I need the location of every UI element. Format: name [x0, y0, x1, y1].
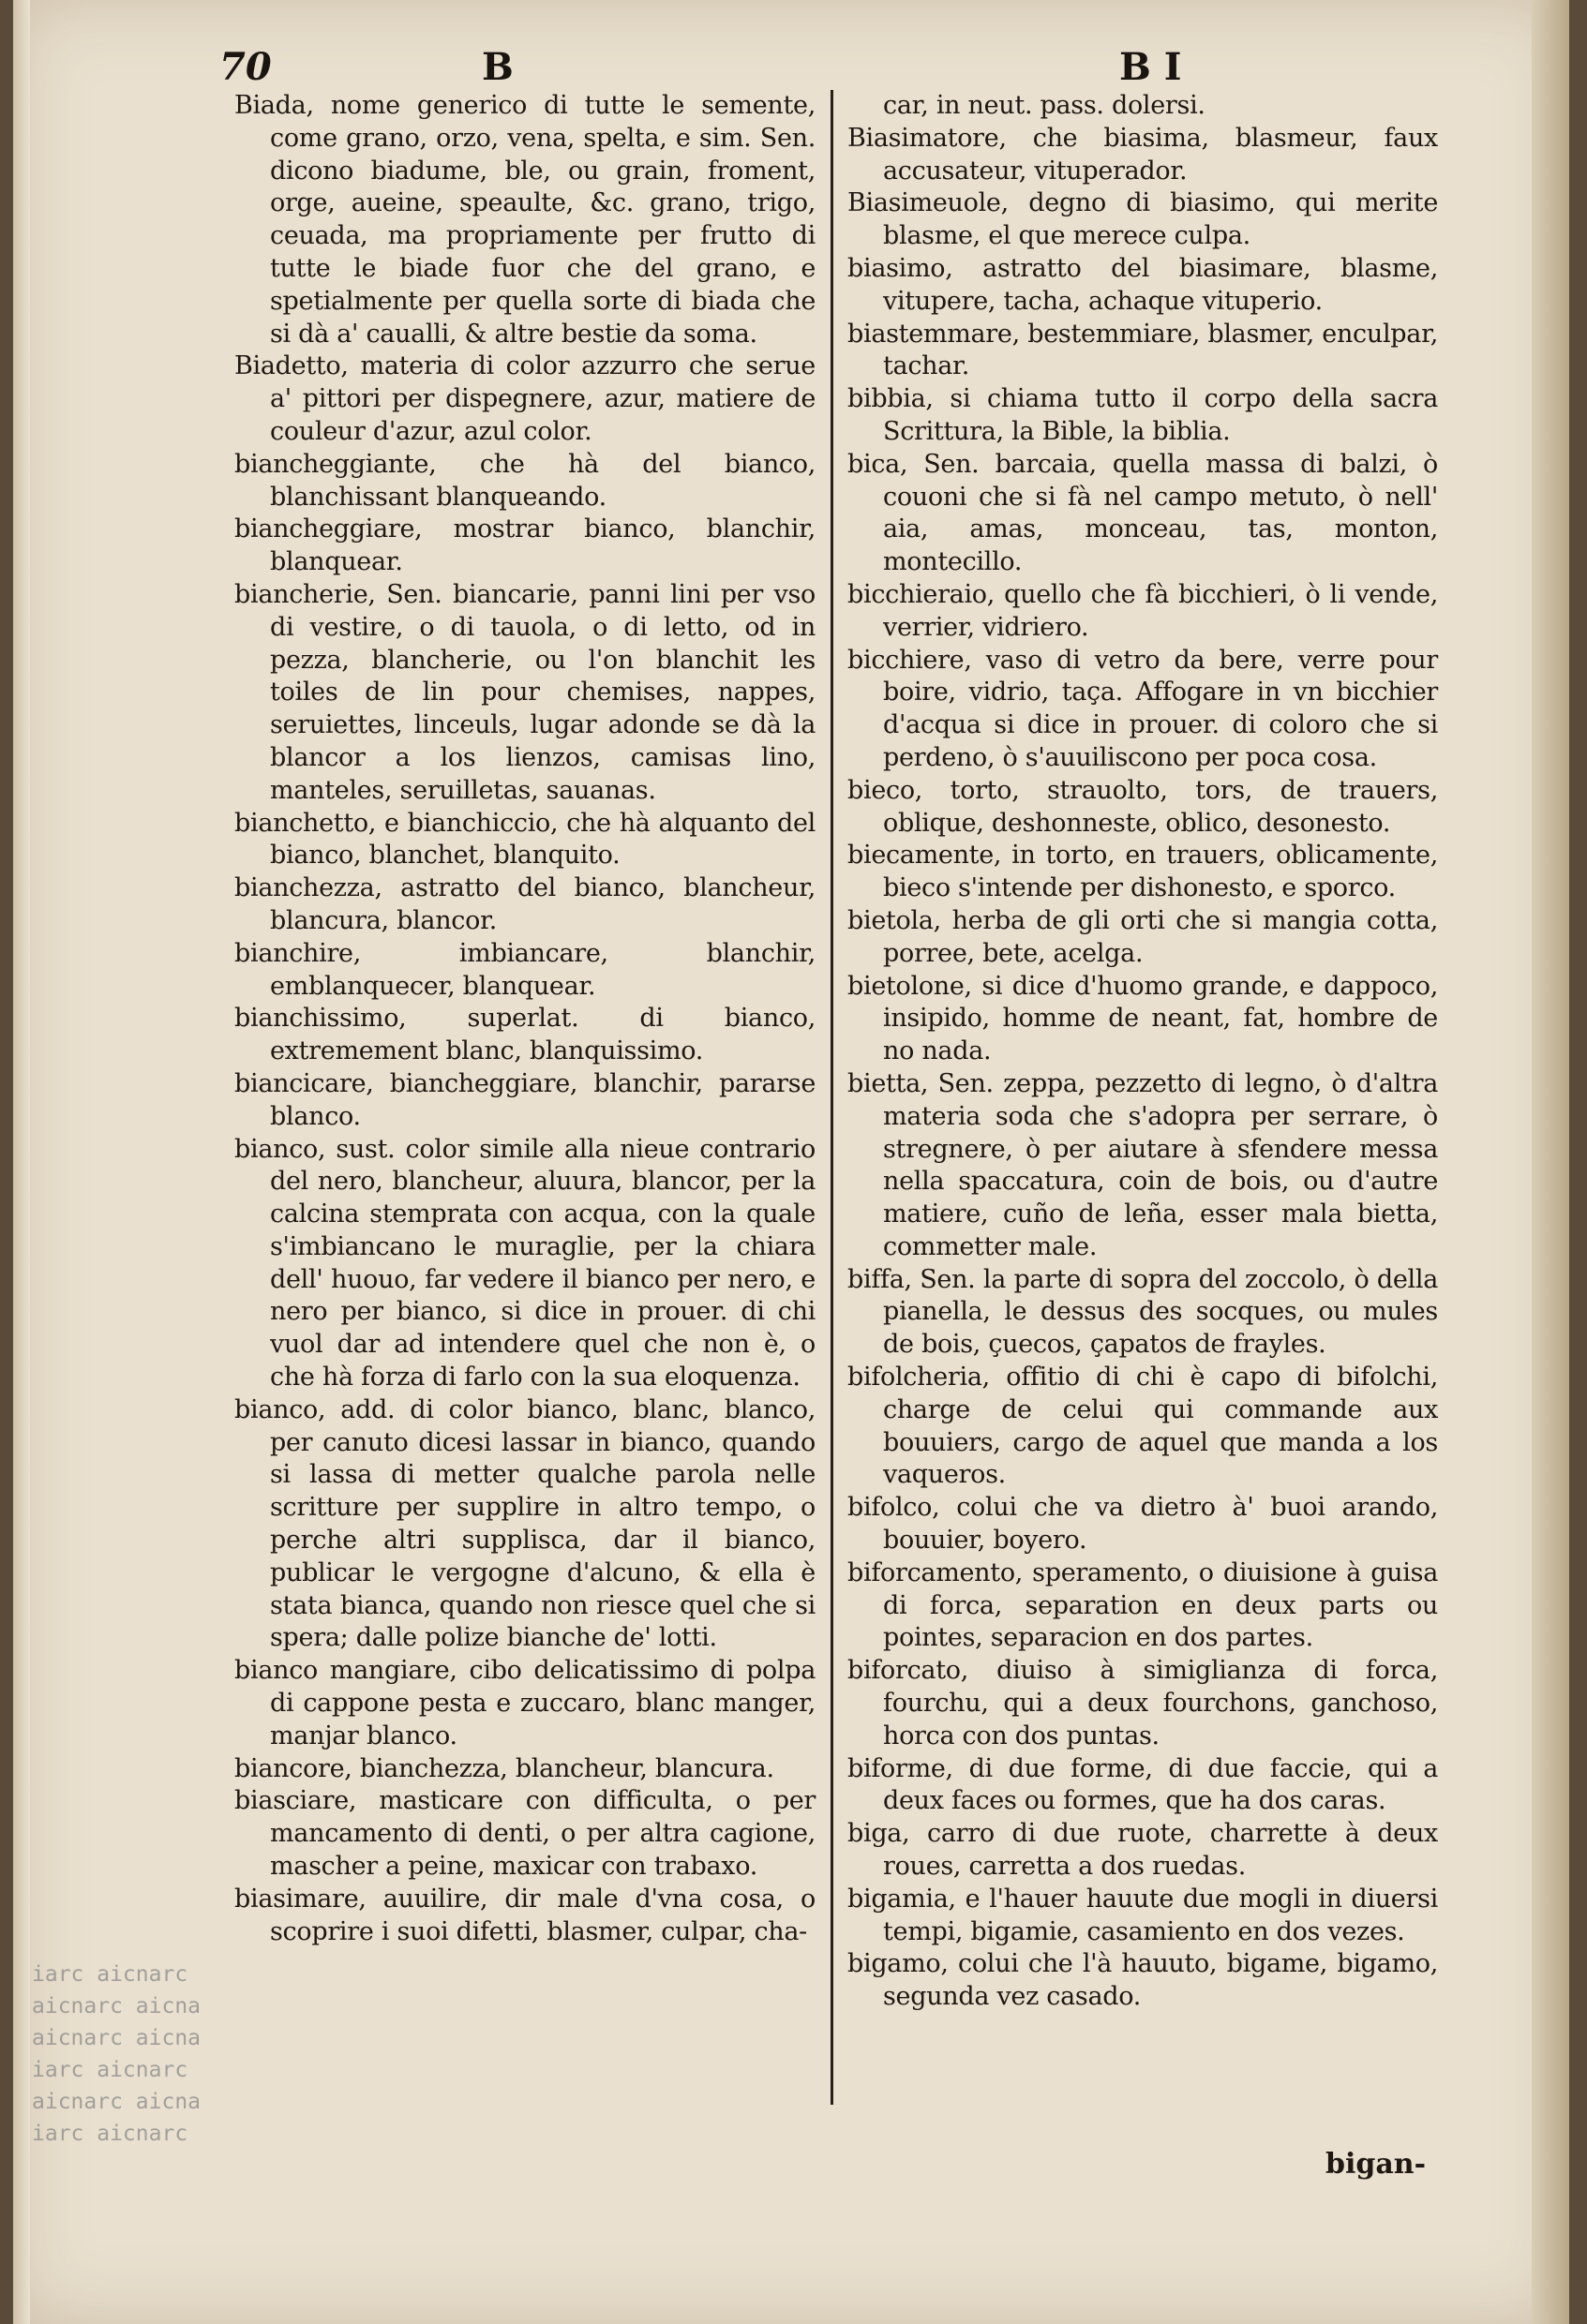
dictionary-entry: bifolco, colui che va dietro à' buoi arando, bouuier, boyero. — [847, 1493, 1438, 1556]
dictionary-entry: bietta, Sen. zeppa, pezzetto di legno, ò d'altra materia soda che s'adopra per serrare, ò stregnere, ò per aiutare à sfendere messa nella spaccatura, coin de bois, ou d'autre matiere, cuño de leña, esser mala bietta, commetter male. — [847, 1068, 1438, 1261]
dictionary-entry: bigamo, colui che l'à hauuto, bigame, bigamo, segunda vez casado. — [847, 1949, 1438, 2012]
book-page — [13, 0, 1569, 2324]
dictionary-entry: bicchiere, vaso di vetro da bere, verre pour boire, vidrio, taça. Affogare in vn bicchier d'acqua si dice in prouer. di coloro che si perdeno, ò s'auuiliscono per poca cosa. — [847, 645, 1438, 772]
page-left-edge — [13, 0, 30, 2324]
dictionary-entry: bietolone, si dice d'huomo grande, e dappoco, insipido, homme de neant, fat, hombre de no nada. — [847, 971, 1438, 1066]
dictionary-entry: biforcato, diuiso à simiglianza di forca, fourchu, qui a deux fourchons, ganchoso, horca con dos puntas. — [847, 1656, 1438, 1750]
dictionary-entry: biancicare, biancheggiare, blanchir, pararse blanco. — [234, 1068, 816, 1131]
dictionary-entry: bicchieraio, quello che fà bicchieri, ò li vende, verrier, vidriero. — [847, 579, 1438, 642]
bleed-line: iarc aicnarc — [32, 2122, 188, 2146]
bleed-line: iarc aicnarc — [32, 2058, 188, 2082]
column-divider — [831, 90, 833, 2105]
catchword: bigan- — [1325, 2148, 1427, 2181]
dictionary-entry-continuation: car, in neut. pass. dolersi. — [883, 91, 1205, 120]
dictionary-entry: biancheggiante, che hà del bianco, blanchissant blanqueando. — [234, 449, 816, 512]
bleed-line: iarc aicnarc — [32, 1962, 188, 1987]
dictionary-entry: bianco mangiare, cibo delicatissimo di polpa di cappone pesta e zuccaro, blanc manger, manjar blanco. — [234, 1656, 816, 1750]
dictionary-entry: bifolcheria, offitio di chi è capo di bifolchi, charge de celui qui commande aux bouuiers, cargo de aquel que manda a los vaqueros. — [847, 1363, 1438, 1490]
right-column — [847, 90, 1438, 2014]
dictionary-entry: bianco, sust. color simile alla nieue contrario del nero, blancheur, aluura, blancor, per la calcina stemprata con acqua, con la quale s'imbiancano le muraglie, per la chiara dell' huouo, far vedere il bianco per nero, e nero per bianco, si dice in prouer. di chi vuol dar ad intendere quel che non è, o che hà forza di farlo con la sua eloquenza. — [234, 1134, 816, 1393]
dictionary-entry: biga, carro di due ruote, charrette à deux roues, carretta a dos ruedas. — [847, 1819, 1438, 1882]
dictionary-entry: Biada, nome generico di tutte le semente, come grano, orzo, vena, spelta, e sim. Sen. dicono biadume, ble, ou grain, froment, orge, aueine, speaulte, &c. grano, trigo, ceuada, ma propriamente per frutto di tutte le biade fuor che del grano, e spetialmente per quella sorte di biada che si dà a' caualli, & altre bestie da soma. — [234, 91, 816, 349]
header-letter-left: B — [482, 45, 514, 89]
bleed-line: aicnarc aicna — [32, 2026, 202, 2050]
bleed-line: aicnarc aicna — [32, 1994, 202, 2019]
left-column — [234, 90, 816, 1948]
dictionary-entry: biancherie, Sen. biancarie, panni lini per vso di vestire, o di tauola, o di letto, od in pezza, blancherie, ou l'on blanchit les toiles de lin pour chemises, nappes, seruiettes, linceuls, lugar adonde se dà la blancor a los lienzos, camisas lino, manteles, seruilletas, sauanas. — [234, 579, 816, 805]
dictionary-entry: biforme, di due forme, di due faccie, qui a deux faces ou formes, que ha dos caras. — [847, 1753, 1438, 1816]
page-gutter-shadow — [1532, 0, 1569, 2324]
dictionary-entry: biffa, Sen. la parte di sopra del zoccolo, ò della pianella, le dessus des socques, ou mules de bois, çuecos, çapatos de frayles. — [847, 1264, 1438, 1360]
dictionary-entry: bianco, add. di color bianco, blanc, blanco, per canuto dicesi lassar in bianco, quando si lassa di metter qualche parola nelle scritture per supplire in altro tempo, o perche altri supplisca, dar il bianco, publicar le vergogne d'alcuno, & ella è stata bianca, quando non riesce quel che si spera; dalle polize bianche de' lotti. — [234, 1394, 816, 1653]
dictionary-entry: biasimare, auuilire, dir male d'vna cosa, o scoprire i suoi difetti, blasmer, culpar, cha- — [234, 1884, 816, 1946]
dictionary-entry: Biasimeuole, degno di biasimo, qui merite blasme, el que merece culpa. — [847, 188, 1438, 251]
header-letter-right: B I — [1119, 45, 1182, 89]
dictionary-entry: biecamente, in torto, en trauers, oblicamente, bieco s'intende per dishonesto, e sporco. — [847, 841, 1438, 903]
dictionary-entry: biastemmare, bestemmiare, blasmer, enculpar, tachar. — [847, 319, 1438, 381]
dictionary-entry: biforcamento, speramento, o diuisione à guisa di forca, separation en deux parts ou pointes, separacion en dos partes. — [847, 1557, 1438, 1653]
bleed-line: aicnarc aicna — [32, 2090, 202, 2114]
dictionary-entry: biasimo, astratto del biasimare, blasme, vitupere, tacha, achaque vituperio. — [847, 253, 1438, 316]
dictionary-entry: bietola, herba de gli orti che si mangia cotta, porree, bete, acelga. — [847, 905, 1438, 968]
dictionary-entry: biasciare, masticare con difficulta, o per mancamento di denti, o per altra cagione, mascher a peine, maxicar con trabaxo. — [234, 1786, 816, 1882]
dictionary-entry: biancore, bianchezza, blancheur, blancura. — [234, 1753, 774, 1783]
dictionary-entry: bica, Sen. barcaia, quella massa di balzi, ò couoni che si fà nel campo metuto, ò nell' aia, amas, monceau, tas, monton, montecillo. — [847, 449, 1438, 577]
dictionary-entry: bianchire, imbiancare, blanchir, emblanquecer, blanquear. — [234, 938, 816, 1001]
page-header — [13, 37, 1569, 94]
dictionary-entry: Biadetto, materia di color azzurro che serue a' pittori per dispegnere, azur, matiere de couleur d'azur, azul color. — [234, 351, 816, 446]
dictionary-entry: biancheggiare, mostrar bianco, blanchir, blanquear. — [234, 514, 816, 577]
dictionary-entry: bieco, torto, strauolto, tors, de trauers, oblique, deshonneste, oblico, desonesto. — [847, 775, 1438, 838]
dictionary-entry: bibbia, si chiama tutto il corpo della sacra Scrittura, la Bible, la biblia. — [847, 384, 1438, 446]
page-number: 70 — [219, 45, 272, 89]
dictionary-entry: bianchissimo, superlat. di bianco, extremement blanc, blanquissimo. — [234, 1004, 816, 1066]
bleed-through-text — [32, 1959, 247, 2150]
dictionary-entry: Biasimatore, che biasima, blasmeur, faux accusateur, vituperador. — [847, 123, 1438, 186]
dictionary-entry: bianchezza, astratto del bianco, blancheur, blancura, blancor. — [234, 873, 816, 935]
dictionary-entry: bianchetto, e bianchiccio, che hà alquanto del bianco, blanchet, blanquito. — [234, 808, 816, 871]
dictionary-entry: bigamia, e l'hauer hauute due mogli in diuersi tempi, bigamie, casamiento en dos vezes. — [847, 1884, 1438, 1946]
